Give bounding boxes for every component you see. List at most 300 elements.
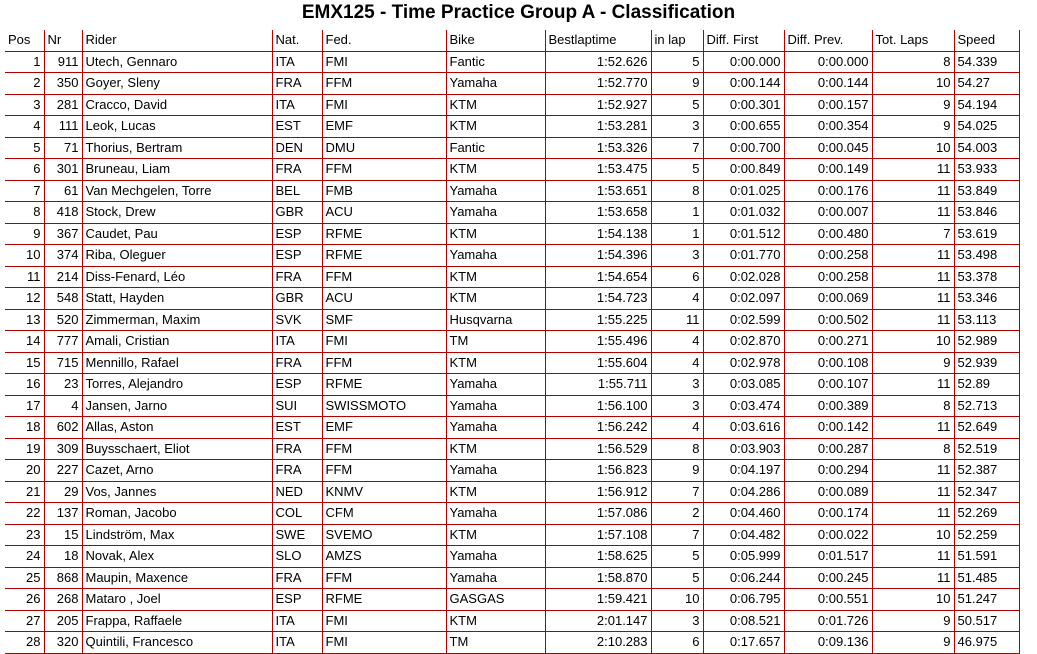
cell-in-lap: 7 xyxy=(651,137,703,159)
cell-nr: 715 xyxy=(44,352,82,374)
cell-bestlaptime: 1:59.421 xyxy=(545,589,651,611)
cell-fed: RFME xyxy=(322,589,446,611)
cell-fed: FMI xyxy=(322,94,446,116)
cell-bestlaptime: 1:53.475 xyxy=(545,159,651,181)
table-row xyxy=(5,73,1019,95)
cell-in-lap: 4 xyxy=(651,417,703,439)
cell-nat: ITA xyxy=(272,331,322,353)
cell-rider: Thorius, Bertram xyxy=(82,137,272,159)
cell-diff-prev: 0:00.551 xyxy=(784,589,872,611)
cell-nat: COL xyxy=(272,503,322,525)
cell-pos: 18 xyxy=(5,417,44,439)
col-header-speed: Speed xyxy=(954,30,1019,51)
cell-pos: 13 xyxy=(5,309,44,331)
cell-speed: 53.619 xyxy=(954,223,1019,245)
cell-fed: FFM xyxy=(322,73,446,95)
cell-speed: 52.259 xyxy=(954,524,1019,546)
cell-bestlaptime: 1:53.651 xyxy=(545,180,651,202)
cell-fed: SWISSMOTO xyxy=(322,395,446,417)
cell-diff-first: 0:02.978 xyxy=(703,352,784,374)
cell-fed: FMI xyxy=(322,51,446,73)
cell-bestlaptime: 1:55.496 xyxy=(545,331,651,353)
cell-diff-first: 0:01.025 xyxy=(703,180,784,202)
cell-fed: ACU xyxy=(322,288,446,310)
cell-nat: SWE xyxy=(272,524,322,546)
cell-tot-laps: 9 xyxy=(872,94,954,116)
cell-nr: 18 xyxy=(44,546,82,568)
cell-bestlaptime: 1:58.870 xyxy=(545,567,651,589)
cell-speed: 53.933 xyxy=(954,159,1019,181)
cell-rider: Torres, Alejandro xyxy=(82,374,272,396)
table-row xyxy=(5,395,1019,417)
cell-speed: 52.939 xyxy=(954,352,1019,374)
cell-nat: ESP xyxy=(272,223,322,245)
cell-diff-prev: 0:00.258 xyxy=(784,245,872,267)
cell-in-lap: 8 xyxy=(651,438,703,460)
cell-in-lap: 9 xyxy=(651,460,703,482)
cell-tot-laps: 9 xyxy=(872,610,954,632)
cell-bike: Husqvarna xyxy=(446,309,545,331)
cell-diff-first: 0:00.301 xyxy=(703,94,784,116)
cell-nr: 281 xyxy=(44,94,82,116)
cell-pos: 17 xyxy=(5,395,44,417)
cell-rider: Frappa, Raffaele xyxy=(82,610,272,632)
cell-nr: 777 xyxy=(44,331,82,353)
cell-diff-prev: 0:01.517 xyxy=(784,546,872,568)
page-title: EMX125 - Time Practice Group A - Classification xyxy=(301,2,736,23)
cell-tot-laps: 9 xyxy=(872,632,954,654)
cell-nr: 61 xyxy=(44,180,82,202)
cell-bike: Yamaha xyxy=(446,374,545,396)
cell-nat: ITA xyxy=(272,610,322,632)
cell-nat: GBR xyxy=(272,202,322,224)
cell-pos: 8 xyxy=(5,202,44,224)
cell-nat: EST xyxy=(272,417,322,439)
cell-tot-laps: 11 xyxy=(872,202,954,224)
cell-bestlaptime: 1:55.711 xyxy=(545,374,651,396)
cell-in-lap: 2 xyxy=(651,503,703,525)
cell-bike: TM xyxy=(446,331,545,353)
cell-rider: Stock, Drew xyxy=(82,202,272,224)
cell-fed: FFM xyxy=(322,438,446,460)
cell-fed: FMB xyxy=(322,180,446,202)
cell-bestlaptime: 1:54.723 xyxy=(545,288,651,310)
cell-nat: NED xyxy=(272,481,322,503)
cell-fed: FFM xyxy=(322,266,446,288)
cell-fed: FMI xyxy=(322,331,446,353)
cell-fed: SMF xyxy=(322,309,446,331)
cell-in-lap: 10 xyxy=(651,589,703,611)
cell-diff-prev: 0:00.000 xyxy=(784,51,872,73)
cell-bike: KTM xyxy=(446,94,545,116)
cell-bestlaptime: 1:52.927 xyxy=(545,94,651,116)
cell-diff-first: 0:00.144 xyxy=(703,73,784,95)
cell-in-lap: 3 xyxy=(651,116,703,138)
cell-diff-first: 0:06.795 xyxy=(703,589,784,611)
cell-speed: 53.498 xyxy=(954,245,1019,267)
cell-speed: 53.346 xyxy=(954,288,1019,310)
table-header-row xyxy=(5,30,1019,51)
cell-bike: KTM xyxy=(446,223,545,245)
cell-bike: Yamaha xyxy=(446,460,545,482)
cell-diff-first: 0:06.244 xyxy=(703,567,784,589)
table-row xyxy=(5,460,1019,482)
col-header-rider: Rider xyxy=(82,30,272,51)
cell-nat: SLO xyxy=(272,546,322,568)
cell-in-lap: 4 xyxy=(651,331,703,353)
cell-bike: KTM xyxy=(446,159,545,181)
cell-nr: 868 xyxy=(44,567,82,589)
cell-in-lap: 3 xyxy=(651,374,703,396)
cell-bike: Fantic xyxy=(446,51,545,73)
cell-nr: 367 xyxy=(44,223,82,245)
cell-diff-prev: 0:00.022 xyxy=(784,524,872,546)
cell-speed: 51.591 xyxy=(954,546,1019,568)
cell-rider: Cracco, David xyxy=(82,94,272,116)
cell-speed: 51.485 xyxy=(954,567,1019,589)
cell-nat: DEN xyxy=(272,137,322,159)
cell-nr: 911 xyxy=(44,51,82,73)
cell-rider: Quintili, Francesco xyxy=(82,632,272,654)
cell-nat: ITA xyxy=(272,632,322,654)
cell-in-lap: 11 xyxy=(651,309,703,331)
cell-bike: Yamaha xyxy=(446,503,545,525)
cell-rider: Vos, Jannes xyxy=(82,481,272,503)
cell-diff-first: 0:04.460 xyxy=(703,503,784,525)
cell-nr: 374 xyxy=(44,245,82,267)
table-row xyxy=(5,288,1019,310)
cell-pos: 28 xyxy=(5,632,44,654)
table-row xyxy=(5,223,1019,245)
cell-bestlaptime: 1:56.242 xyxy=(545,417,651,439)
cell-rider: Amali, Cristian xyxy=(82,331,272,353)
cell-tot-laps: 9 xyxy=(872,116,954,138)
cell-bestlaptime: 1:53.658 xyxy=(545,202,651,224)
cell-nat: ESP xyxy=(272,589,322,611)
cell-nr: 301 xyxy=(44,159,82,181)
table-row xyxy=(5,352,1019,374)
table-row xyxy=(5,374,1019,396)
cell-nr: 23 xyxy=(44,374,82,396)
table-row xyxy=(5,331,1019,353)
cell-bike: Yamaha xyxy=(446,202,545,224)
cell-diff-first: 0:00.849 xyxy=(703,159,784,181)
cell-pos: 16 xyxy=(5,374,44,396)
cell-speed: 46.975 xyxy=(954,632,1019,654)
cell-diff-prev: 0:00.502 xyxy=(784,309,872,331)
cell-nat: BEL xyxy=(272,180,322,202)
cell-diff-prev: 0:00.107 xyxy=(784,374,872,396)
cell-rider: Novak, Alex xyxy=(82,546,272,568)
cell-bike: KTM xyxy=(446,610,545,632)
cell-fed: EMF xyxy=(322,116,446,138)
cell-bestlaptime: 1:56.912 xyxy=(545,481,651,503)
cell-speed: 52.989 xyxy=(954,331,1019,353)
cell-tot-laps: 10 xyxy=(872,589,954,611)
cell-diff-first: 0:05.999 xyxy=(703,546,784,568)
cell-tot-laps: 8 xyxy=(872,438,954,460)
cell-fed: KNMV xyxy=(322,481,446,503)
cell-tot-laps: 10 xyxy=(872,524,954,546)
cell-diff-prev: 0:00.294 xyxy=(784,460,872,482)
cell-speed: 53.849 xyxy=(954,180,1019,202)
cell-pos: 23 xyxy=(5,524,44,546)
table-row xyxy=(5,524,1019,546)
cell-diff-prev: 0:00.271 xyxy=(784,331,872,353)
cell-nat: SVK xyxy=(272,309,322,331)
cell-pos: 6 xyxy=(5,159,44,181)
cell-bestlaptime: 1:56.529 xyxy=(545,438,651,460)
cell-pos: 21 xyxy=(5,481,44,503)
cell-in-lap: 7 xyxy=(651,481,703,503)
cell-nat: ITA xyxy=(272,51,322,73)
cell-bestlaptime: 2:10.283 xyxy=(545,632,651,654)
cell-pos: 12 xyxy=(5,288,44,310)
cell-fed: CFM xyxy=(322,503,446,525)
cell-bike: Fantic xyxy=(446,137,545,159)
cell-diff-first: 0:04.286 xyxy=(703,481,784,503)
cell-diff-prev: 0:01.726 xyxy=(784,610,872,632)
cell-in-lap: 3 xyxy=(651,395,703,417)
cell-tot-laps: 11 xyxy=(872,546,954,568)
cell-rider: Riba, Oleguer xyxy=(82,245,272,267)
cell-bike: KTM xyxy=(446,288,545,310)
cell-bestlaptime: 1:53.281 xyxy=(545,116,651,138)
table-row xyxy=(5,546,1019,568)
col-header-bike: Bike xyxy=(446,30,545,51)
cell-diff-prev: 0:00.157 xyxy=(784,94,872,116)
cell-in-lap: 3 xyxy=(651,245,703,267)
cell-tot-laps: 11 xyxy=(872,567,954,589)
cell-diff-prev: 0:00.149 xyxy=(784,159,872,181)
cell-rider: Buysschaert, Eliot xyxy=(82,438,272,460)
cell-pos: 10 xyxy=(5,245,44,267)
cell-fed: RFME xyxy=(322,245,446,267)
cell-nat: ESP xyxy=(272,374,322,396)
cell-diff-prev: 0:00.108 xyxy=(784,352,872,374)
cell-diff-prev: 0:00.144 xyxy=(784,73,872,95)
cell-nr: 350 xyxy=(44,73,82,95)
cell-diff-prev: 0:00.258 xyxy=(784,266,872,288)
cell-nr: 29 xyxy=(44,481,82,503)
cell-tot-laps: 8 xyxy=(872,51,954,73)
cell-nr: 71 xyxy=(44,137,82,159)
cell-fed: FFM xyxy=(322,567,446,589)
cell-bike: Yamaha xyxy=(446,73,545,95)
cell-in-lap: 1 xyxy=(651,202,703,224)
cell-bike: KTM xyxy=(446,481,545,503)
cell-rider: Jansen, Jarno xyxy=(82,395,272,417)
table-row xyxy=(5,481,1019,503)
cell-diff-first: 0:02.097 xyxy=(703,288,784,310)
cell-diff-first: 0:00.700 xyxy=(703,137,784,159)
col-header-pos: Pos xyxy=(5,30,44,51)
cell-bestlaptime: 1:54.396 xyxy=(545,245,651,267)
cell-speed: 52.713 xyxy=(954,395,1019,417)
cell-speed: 52.519 xyxy=(954,438,1019,460)
table-row xyxy=(5,567,1019,589)
cell-pos: 25 xyxy=(5,567,44,589)
cell-bestlaptime: 1:53.326 xyxy=(545,137,651,159)
cell-tot-laps: 11 xyxy=(872,417,954,439)
cell-diff-first: 0:17.657 xyxy=(703,632,784,654)
cell-rider: Cazet, Arno xyxy=(82,460,272,482)
cell-nr: 4 xyxy=(44,395,82,417)
cell-speed: 50.517 xyxy=(954,610,1019,632)
cell-diff-first: 0:02.870 xyxy=(703,331,784,353)
cell-bike: KTM xyxy=(446,352,545,374)
cell-rider: Bruneau, Liam xyxy=(82,159,272,181)
cell-rider: Mataro , Joel xyxy=(82,589,272,611)
cell-pos: 3 xyxy=(5,94,44,116)
classification-table xyxy=(5,30,1020,654)
cell-nat: FRA xyxy=(272,73,322,95)
cell-nat: FRA xyxy=(272,438,322,460)
cell-pos: 27 xyxy=(5,610,44,632)
cell-nat: ESP xyxy=(272,245,322,267)
cell-in-lap: 4 xyxy=(651,352,703,374)
cell-nr: 268 xyxy=(44,589,82,611)
cell-nat: SUI xyxy=(272,395,322,417)
cell-bike: Yamaha xyxy=(446,245,545,267)
cell-tot-laps: 11 xyxy=(872,481,954,503)
table-row xyxy=(5,438,1019,460)
cell-diff-first: 0:01.032 xyxy=(703,202,784,224)
cell-in-lap: 5 xyxy=(651,51,703,73)
cell-fed: RFME xyxy=(322,374,446,396)
cell-bike: KTM xyxy=(446,116,545,138)
cell-pos: 9 xyxy=(5,223,44,245)
table-row xyxy=(5,116,1019,138)
cell-nr: 15 xyxy=(44,524,82,546)
table-row xyxy=(5,94,1019,116)
cell-tot-laps: 11 xyxy=(872,288,954,310)
cell-in-lap: 4 xyxy=(651,288,703,310)
cell-diff-prev: 0:00.354 xyxy=(784,116,872,138)
cell-fed: FMI xyxy=(322,610,446,632)
cell-in-lap: 3 xyxy=(651,610,703,632)
cell-tot-laps: 7 xyxy=(872,223,954,245)
col-header-bestlaptime: Bestlaptime xyxy=(545,30,651,51)
table-row xyxy=(5,159,1019,181)
cell-bike: Yamaha xyxy=(446,180,545,202)
cell-fed: FFM xyxy=(322,352,446,374)
cell-speed: 53.113 xyxy=(954,309,1019,331)
table-row xyxy=(5,503,1019,525)
col-header-nr: Nr xyxy=(44,30,82,51)
cell-fed: FFM xyxy=(322,159,446,181)
table-row xyxy=(5,589,1019,611)
cell-in-lap: 1 xyxy=(651,223,703,245)
cell-rider: Roman, Jacobo xyxy=(82,503,272,525)
cell-bestlaptime: 1:52.626 xyxy=(545,51,651,73)
cell-nr: 320 xyxy=(44,632,82,654)
table-row xyxy=(5,309,1019,331)
cell-rider: Allas, Aston xyxy=(82,417,272,439)
cell-bestlaptime: 1:57.108 xyxy=(545,524,651,546)
cell-in-lap: 8 xyxy=(651,180,703,202)
table-row xyxy=(5,610,1019,632)
cell-diff-first: 0:03.903 xyxy=(703,438,784,460)
cell-diff-prev: 0:00.480 xyxy=(784,223,872,245)
cell-fed: RFME xyxy=(322,223,446,245)
cell-speed: 54.27 xyxy=(954,73,1019,95)
cell-rider: Van Mechgelen, Torre xyxy=(82,180,272,202)
cell-fed: AMZS xyxy=(322,546,446,568)
cell-bestlaptime: 1:58.625 xyxy=(545,546,651,568)
cell-bike: KTM xyxy=(446,438,545,460)
cell-bestlaptime: 1:56.100 xyxy=(545,395,651,417)
table-row xyxy=(5,245,1019,267)
cell-bestlaptime: 1:56.823 xyxy=(545,460,651,482)
cell-bestlaptime: 1:57.086 xyxy=(545,503,651,525)
cell-pos: 4 xyxy=(5,116,44,138)
cell-diff-prev: 0:00.287 xyxy=(784,438,872,460)
cell-rider: Lindström, Max xyxy=(82,524,272,546)
cell-bike: Yamaha xyxy=(446,567,545,589)
cell-in-lap: 5 xyxy=(651,159,703,181)
cell-tot-laps: 11 xyxy=(872,245,954,267)
cell-speed: 52.269 xyxy=(954,503,1019,525)
cell-nr: 111 xyxy=(44,116,82,138)
cell-tot-laps: 11 xyxy=(872,309,954,331)
cell-diff-prev: 0:00.389 xyxy=(784,395,872,417)
table-row xyxy=(5,137,1019,159)
cell-bestlaptime: 1:54.654 xyxy=(545,266,651,288)
cell-bestlaptime: 1:54.138 xyxy=(545,223,651,245)
cell-diff-prev: 0:00.142 xyxy=(784,417,872,439)
cell-tot-laps: 9 xyxy=(872,352,954,374)
cell-nat: GBR xyxy=(272,288,322,310)
table-row xyxy=(5,632,1019,654)
cell-diff-first: 0:04.482 xyxy=(703,524,784,546)
col-header-diff-prev: Diff. Prev. xyxy=(784,30,872,51)
cell-diff-first: 0:04.197 xyxy=(703,460,784,482)
cell-rider: Leok, Lucas xyxy=(82,116,272,138)
cell-diff-first: 0:02.599 xyxy=(703,309,784,331)
table-row xyxy=(5,51,1019,73)
cell-diff-first: 0:03.085 xyxy=(703,374,784,396)
cell-nr: 214 xyxy=(44,266,82,288)
cell-bike: Yamaha xyxy=(446,417,545,439)
cell-fed: FFM xyxy=(322,460,446,482)
cell-diff-prev: 0:00.176 xyxy=(784,180,872,202)
cell-pos: 14 xyxy=(5,331,44,353)
table-row xyxy=(5,202,1019,224)
cell-bike: Yamaha xyxy=(446,546,545,568)
cell-diff-prev: 0:09.136 xyxy=(784,632,872,654)
cell-nat: ITA xyxy=(272,94,322,116)
cell-pos: 19 xyxy=(5,438,44,460)
cell-diff-first: 0:01.512 xyxy=(703,223,784,245)
cell-rider: Maupin, Maxence xyxy=(82,567,272,589)
cell-bike: GASGAS xyxy=(446,589,545,611)
cell-fed: FMI xyxy=(322,632,446,654)
cell-tot-laps: 10 xyxy=(872,331,954,353)
cell-diff-prev: 0:00.069 xyxy=(784,288,872,310)
cell-bestlaptime: 1:55.604 xyxy=(545,352,651,374)
cell-speed: 51.247 xyxy=(954,589,1019,611)
cell-pos: 24 xyxy=(5,546,44,568)
cell-diff-first: 0:08.521 xyxy=(703,610,784,632)
cell-rider: Utech, Gennaro xyxy=(82,51,272,73)
cell-fed: DMU xyxy=(322,137,446,159)
col-header-nat: Nat. xyxy=(272,30,322,51)
cell-fed: EMF xyxy=(322,417,446,439)
cell-diff-prev: 0:00.089 xyxy=(784,481,872,503)
cell-fed: SVEMO xyxy=(322,524,446,546)
cell-in-lap: 5 xyxy=(651,546,703,568)
